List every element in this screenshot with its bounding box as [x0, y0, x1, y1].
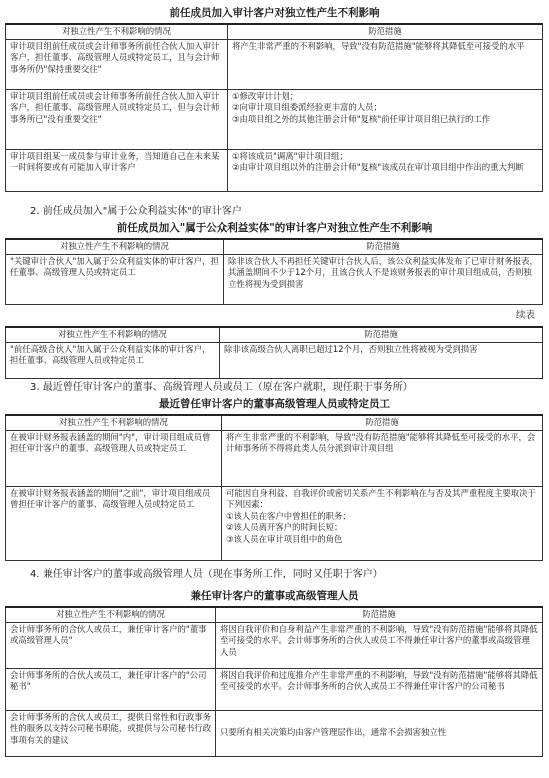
situation-cell: 会计师事务所的合伙人或员工，兼任审计客户的"公司秘书"	[6, 668, 216, 710]
table-row	[6, 710, 543, 756]
table4	[5, 414, 543, 561]
situation-cell: "前任高级合伙人"加入属于公众利益实体的审计客户，担任董事、高级管理人员或特定员工	[6, 342, 220, 378]
table2-header-situation: 对独立性产生不利影响的情况	[6, 239, 224, 254]
measures-cell: 除非该合伙人不再担任关键审计合伙人后，该公众利益实体发布了已审计财务报表，其涵盖期间不少于12个月，且该合伙人不是该财务报表的审计项目组成员，否则独立性将视为受到损害	[224, 254, 543, 304]
table-row	[6, 486, 543, 560]
section-heading-3: 3. 最近曾任审计客户的董事、高级管理人员或员工（原在客户就职，现任职于事务所）	[30, 382, 413, 393]
measures-cell: 只要所有相关决策均由客户管理层作出，通常不会损害独立性	[216, 710, 543, 756]
situation-cell: 审计项目组前任成员或会计师事务所前任合伙人加入审计客户，担任董事、高级管理人员或特定员工，且与会计师事务所仍"保持重要交往"	[6, 39, 228, 89]
table5-header-situation: 对独立性产生不利影响的情况	[6, 607, 216, 622]
table-row	[6, 39, 543, 89]
table-row	[6, 668, 543, 710]
table-row	[6, 254, 543, 304]
measures-cell: 可能因自身利益、自我评价或密切关系产生不利影响在与否及其严重程度主要取决于下列因素： ①该人员在客户中曾担任的职务； ②该人员离开客户的时间长短； ③该人员在审计项目组中的角色	[222, 486, 543, 560]
situation-cell: "关键审计合伙人"加入属于公众利益实体的审计客户，担任董事、高级管理人员或特定员工	[6, 254, 224, 304]
measures-cell: 除非该高级合伙人离职已超过12个月，否则独立性将被视为受到损害	[220, 342, 543, 378]
continued-label: 续表	[515, 310, 535, 321]
table1-header-measures: 防范措施	[228, 24, 543, 39]
table3-header-measures: 防范措施	[220, 327, 543, 342]
table3	[5, 326, 543, 379]
situation-cell: 在被审计财务报表涵盖的期间"内"，审计项目组成员曾担任审计客户的董事、高级管理人员或特定员工	[6, 430, 222, 486]
table2	[5, 238, 543, 305]
situation-cell: 审计项目组某一成员参与审计业务，当知道自己在未来某一时间将要或有可能加入审计客户	[6, 149, 228, 191]
table-row	[6, 89, 543, 149]
table3-header-situation: 对独立性产生不利影响的情况	[6, 327, 220, 342]
table1	[5, 23, 543, 192]
table-row	[6, 622, 543, 668]
section-heading-2: 2. 前任成员加入"属于公众利益实体"的审计客户	[30, 206, 242, 217]
situation-cell: 会计师事务所的合伙人或员工，提供日常性和行政事务性的服务以支持公司秘书职能，或提供与公司秘书行政事项有关的建议	[6, 710, 216, 756]
table4-header-situation: 对独立性产生不利影响的情况	[6, 415, 222, 430]
measures-cell: ①将该成员"调离"审计项目组； ②由审计项目组以外的注册会计师"复核"该成员在审计项目组中作出的重大判断	[228, 149, 543, 191]
situation-cell: 审计项目组前任成员或会计师事务所前任合伙人加入审计客户，担任董事、高级管理人员或特定员工，但与会计师事务所已"没有重要交往"	[6, 89, 228, 149]
table-row	[6, 342, 543, 378]
table1-header-situation: 对独立性产生不利影响的情况	[6, 24, 228, 39]
situation-cell: 在被审计财务报表涵盖的期间"之前"，审计项目组成员曾担任审计客户的董事、高级管理人员或特定员工	[6, 486, 222, 560]
measures-cell: ①修改审计计划； ②向审计项目组委派经验更丰富的人员； ③由项目组之外的其他注册会计师"复核"前任审计项目组已执行的工作	[228, 89, 543, 149]
table1-title: 前任成员加入审计客户对独立性产生不利影响	[169, 7, 380, 19]
table5-header-measures: 防范措施	[216, 607, 543, 622]
measures-cell: 将产生非常严重的不利影响，导致"没有防范措施"能够将其降低至可接受的水平	[228, 39, 543, 89]
table-row	[6, 430, 543, 486]
section-heading-4: 4. 兼任审计客户的董事或高级管理人员（现在事务所工作，同时又任职于客户）	[30, 569, 383, 580]
table-row	[6, 149, 543, 191]
table5	[5, 606, 543, 757]
table5-title: 兼任审计客户的董事或高级管理人员	[190, 590, 359, 602]
table4-title: 最近曾任审计客户的董事高级管理人员或特定员工	[159, 398, 390, 410]
table2-header-measures: 防范措施	[224, 239, 543, 254]
table4-header-measures: 防范措施	[222, 415, 543, 430]
table2-title: 前任成员加入"属于公众利益实体"的审计客户对独立性产生不利影响	[116, 222, 433, 234]
situation-cell: 会计师事务所的合伙人或员工，兼任审计客户的"董事或高级管理人员"	[6, 622, 216, 668]
measures-cell: 将因自我评价和自身利益产生非常严重的不利影响，导致"没有防范措施"能够将其降低至可接受的水平。会计师事务所的合伙人或员工不得兼任审计客户的董事或高级管理人员	[216, 622, 543, 668]
measures-cell: 将因自我评价和过度推介产生非常严重的不利影响，导致"没有防范措施"能够将其降低至可接受的水平。会计师事务所的合伙人或员工不得兼任审计客户的公司秘书	[216, 668, 543, 710]
measures-cell: 将产生非常严重的不利影响，导致"没有防范措施"能够将其降低至可接受的水平，会计师事务所不得将此类人员分派到审计项目组	[222, 430, 543, 486]
